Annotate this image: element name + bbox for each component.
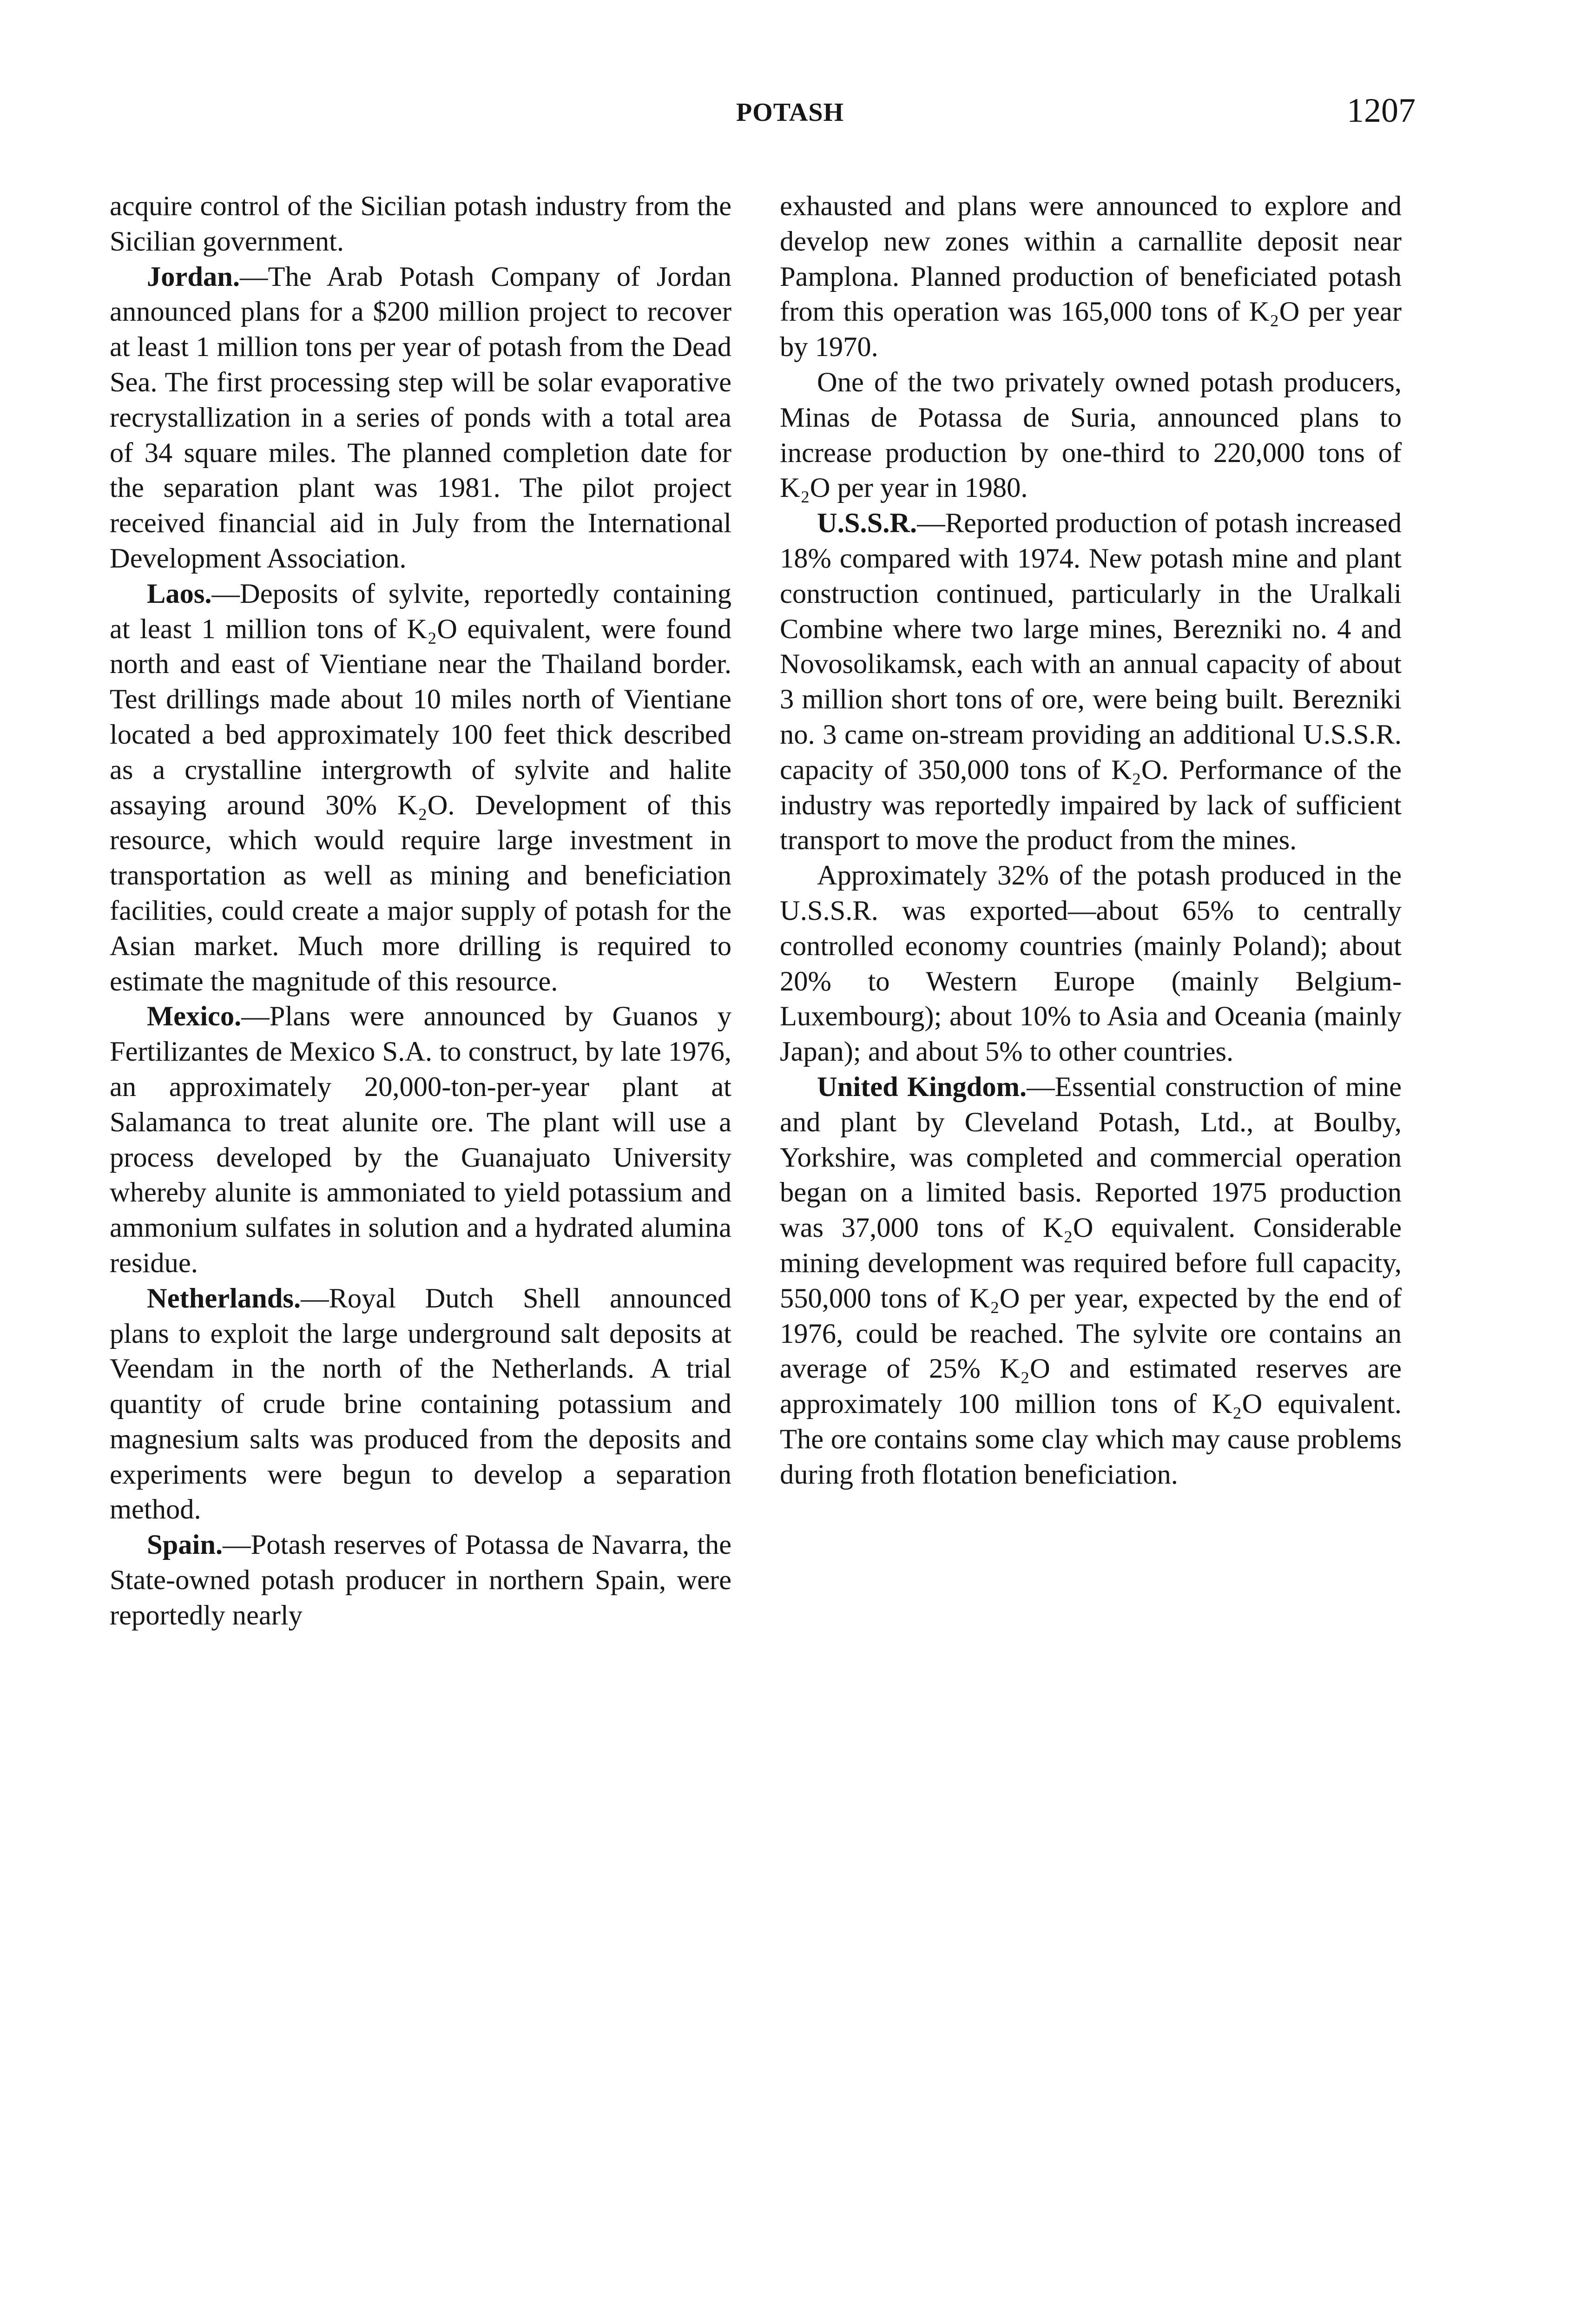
paragraph-jordan [110, 259, 731, 576]
paragraph-netherlands [110, 1281, 731, 1528]
text-laos: —Deposits of sylvite, reportedly containing at least 1 million tons of K₂O equivalent, were found north and east of Vientiane near the Thailand border. Test drillings made about 10 miles north of Vientiane located a bed approximately 100 feet thick described as a crystalline intergrowth of sylvite and halite assaying around 30% K₂O. Development of this resource, which would require large investment in transportation as well as mining and beneficiation facilities, could create a major supply of potash for the Asian market. Much more drilling is required to estimate the magnitude of this resource. [110, 578, 731, 997]
heading-mexico: Mexico. [147, 1001, 242, 1032]
right-column [780, 189, 1402, 1492]
heading-netherlands: Netherlands. [147, 1282, 301, 1314]
paragraph-laos [110, 576, 731, 999]
text-netherlands: —Royal Dutch Shell announced plans to exploit the large underground salt deposits at Veendam in the north of the Netherlands. A trial quantity of crude brine containing potassium and magnesium salts was produced from the deposits and experiments were begun to develop a separation method. [110, 1282, 731, 1525]
text-jordan: —The Arab Potash Company of Jordan announced plans for a $200 million project to recover at least 1 million tons per year of potash from the Dead Sea. The first processing step will be solar evaporative recrystallization in a series of ponds with a total area of 34 square miles. The planned completion date for the separation plant was 1981. The pilot project received financial aid in July from the International Development Association. [110, 261, 731, 574]
text-uk: —Essential construction of mine and plant by Cleveland Potash, Ltd., at Boulby, Yorkshire, was completed and commercial operation began on a limited basis. Reported 1975 production was 37,000 tons of K₂O equivalent. Considerable mining development was required before full capacity, 550,000 tons of K₂O per year, expected by the end of 1976, could be reached. The sylvite ore contains an average of 25% K₂O and estimated reserves are approximately 100 million tons of K₂O equivalent. The ore contains some clay which may cause problems during froth flotation beneficiation. [780, 1071, 1402, 1490]
paragraph-uk [780, 1070, 1402, 1492]
left-column [110, 189, 731, 1633]
paragraph-ussr-2: Approximately 32% of the potash produced in the U.S.S.R. was exported—about 65% to centrally controlled economy countries (mainly Poland); about 20% to Western Europe (mainly Belgium-Luxembourg); about 10% to Asia and Oceania (mainly Japan); and about 5% to other countries. [780, 860, 1402, 1068]
heading-ussr: U.S.S.R. [817, 508, 917, 539]
paragraph-mexico [110, 999, 731, 1281]
paragraph-continued-right: exhausted and plans were announced to explore and develop new zones within a carnallite deposit near Pamplona. Planned production of beneficiated potash from this operation was 165,000 tons of K₂O per year by 1970. [780, 191, 1402, 363]
heading-spain: Spain. [147, 1529, 223, 1561]
heading-jordan: Jordan. [147, 261, 240, 292]
text-ussr: —Reported production of potash increased 18% compared with 1974. New potash mine and plant construction continued, particularly in the Uralkali Combine where two large mines, Berezniki no. 4 and Novosolikamsk, each with an annual capacity of about 3 million short tons of ore, were being built. Berezniki no. 3 came on-stream providing an additional U.S.S.R. capacity of 350,000 tons of K₂O. Performance of the industry was reportedly impaired by lack of sufficient transport to move the product from the mines. [780, 508, 1402, 856]
page-number: 1207 [1347, 92, 1416, 130]
paragraph-ussr [780, 506, 1402, 858]
paragraph-continued-left: acquire control of the Sicilian potash industry from the Sicilian government. [110, 191, 731, 257]
heading-laos: Laos. [147, 578, 212, 609]
paragraph-spain-2: One of the two privately owned potash producers, Minas de Potassa de Suria, announced plans to increase production by one-third to 220,000 tons of K₂O per year in 1980. [780, 366, 1402, 504]
paragraph-spain [110, 1527, 731, 1633]
running-title: POTASH [736, 98, 844, 127]
heading-uk: United Kingdom. [817, 1071, 1027, 1103]
text-spain: —Potash reserves of Potassa de Navarra, the State-owned potash producer in northern Spain, were reportedly nearly [110, 1529, 731, 1631]
text-mexico: —Plans were announced by Guanos y Fertilizantes de Mexico S.A. to construct, by late 1976, an approximately 20,000-ton-per-year plant at Salamanca to treat alunite ore. The plant will use a process developed by the Guanajuato University whereby alunite is ammoniated to yield potassium and ammonium sulfates in solution and a hydrated alumina residue. [110, 1001, 731, 1279]
